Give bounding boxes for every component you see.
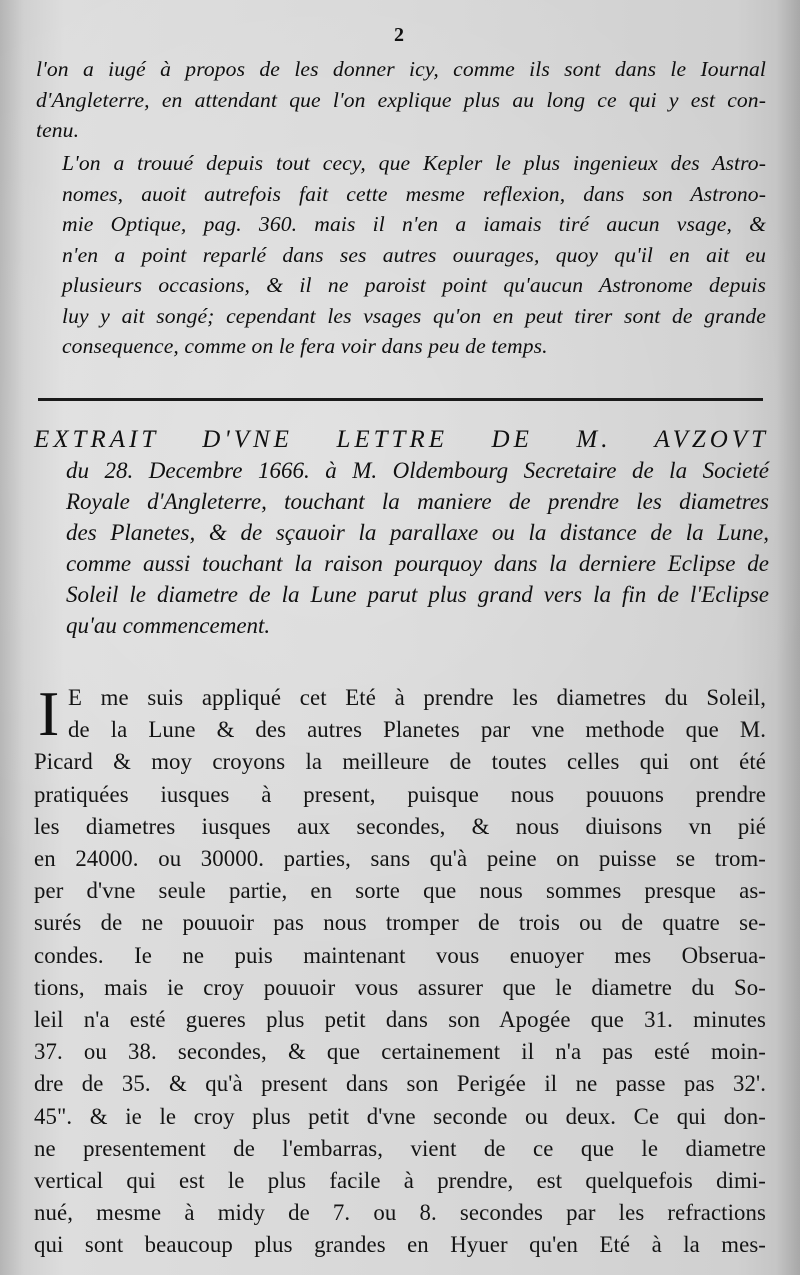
title-line: qu'au commencement. [66,613,271,638]
body-line: Picard & moy croyons la meilleure de toutes celles qui ont été [34,749,766,775]
paragraph-line: L'on a trouué depuis tout cecy, que Kepler le plus ingenieux des Astro- [62,151,766,175]
body-line: E me suis appliqué cet Eté à prendre les diametres du Soleil, [68,685,766,710]
paragraph-line: n'en a point reparlé dans ses autres ouurages, quoy qu'il en ait eu [62,242,766,267]
body-line: 45". & ie le croy plus petit d'vne seconde ou deux. Ce qui don- [34,1103,766,1129]
section-divider [38,398,763,401]
title-line: comme aussi touchant la raison pourquoy dans la derniere Eclipse de [66,551,769,576]
body-line: 37. ou 38. secondes, & que certainement il n'a pas esté moin- [34,1039,766,1065]
kepler-paragraph [36,148,766,368]
right-page-shadow [776,0,800,1275]
intro-line: tenu. [36,118,80,142]
body-line: condes. Ie ne puis maintenant vous enuoyer mes Obserua- [34,942,766,968]
title-line: Soleil le diametre de la Lune parut plus grand vers la fin de l'Eclipse [66,582,769,607]
intro-line: l'on a iugé à propos de les donner icy, comme ils sont dans le Iournal [36,57,766,81]
body-line: les diametres iusques aux secondes, & nous diuisons vn pié [34,813,766,839]
page-number: 2 [394,24,404,46]
paragraph-line: nomes, auoit autrefois fait cette mesme reflexion, dans son Astrono- [62,181,766,206]
body-line: qui sont beaucoup plus grandes en Hyuer qu'en Eté à la mes- [34,1232,766,1258]
title-line: du 28. Decembre 1666. à M. Oldembourg Secretaire de la Societé [66,458,769,483]
body-line: tions, mais ie croy pouuoir vous assurer que le diametre du So- [34,974,766,1000]
article-title [34,424,769,641]
paragraph-line: plusieurs occasions, & il ne paroist point qu'aucun Astronome depuis [62,273,766,297]
left-page-shadow [0,0,24,1275]
intro-line: d'Angleterre, en attendant que l'on explique plus au long ce qui y est con- [36,87,766,112]
body-line: dre de 35. & qu'à present dans son Perigée il ne passe pas 32'. [34,1071,766,1097]
intro-paragraph [36,54,766,144]
body-line: en 24000. ou 30000. parties, sans qu'à peine on puisse se trom- [34,846,766,872]
body-line: per d'vne seule partie, en sorte que nous sommes presque as- [34,878,766,904]
body-line: leil n'a esté gueres plus petit dans son Apogée que 31. minutes [34,1007,766,1033]
body-line: de la Lune & des autres Planetes par vne methode que M. [68,717,766,743]
body-line: ne presentement de l'embarras, vient de ce que le diametre [34,1135,766,1161]
body-line: vertical qui est le plus facile à prendre, est quelquefois dimi- [34,1168,766,1194]
paragraph-line: mie Optique, pag. 360. mais il n'en a iamais tiré aucun vsage, & [62,212,766,236]
body-line: pratiquées iusques à present, puisque nous pouuons prendre [34,781,766,807]
body-line: nué, mesme à midy de 7. ou 8. secondes par les refractions [34,1200,766,1226]
drop-capital: I [38,678,60,749]
paragraph-line: consequence, comme on le fera voir dans peu de temps. [62,334,548,358]
title-line: des Planetes, & de sçauoir la parallaxe ou la distance de la Lune, [66,520,769,545]
title-line: Royale d'Angleterre, touchant la maniere de prendre les diametres [66,489,769,514]
paragraph-line: luy y ait songé; cependant les vsages qu'on en peut tirer sont de grande [62,303,766,328]
letter-body [34,678,766,1262]
title-heading: EXTRAIT D'VNE LETTRE DE M. AVZOVT [34,426,769,453]
body-line: surés de ne pouuoir pas nous tromper de trois ou de quatre se- [34,910,766,936]
